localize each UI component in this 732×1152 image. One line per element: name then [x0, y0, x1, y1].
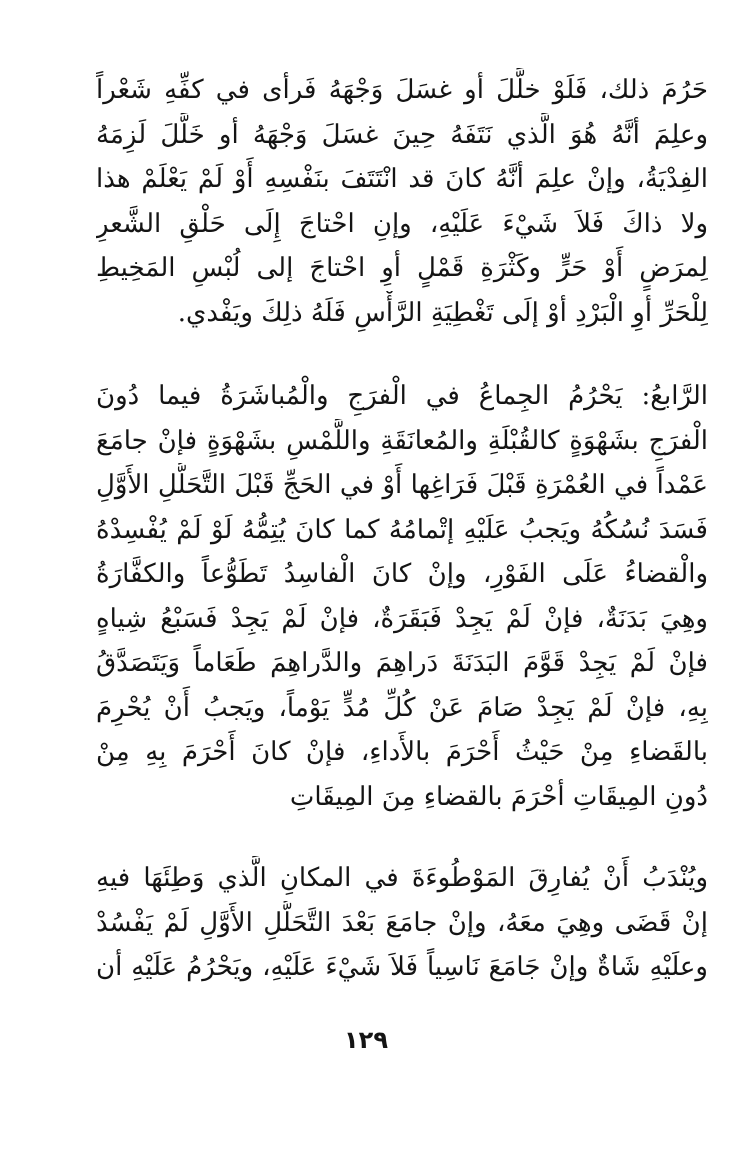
text-line: الفِدْيَةُ، وإنْ علِمَ أنَّهُ كانَ قد انْتَتَفَ بنَفْسِهِ أَوْ لَمْ يَعْلَمْ هذا: [96, 164, 708, 194]
paragraph-3: [96, 856, 708, 990]
text-line: لِمرَضٍ أَوْ حَرٍّ وكَثْرَةِ قَمْلٍ أوِ احْتاجَ إلى لُبْسِ المَخِيطِ: [96, 253, 708, 283]
text-line: والْقضاءُ عَلَى الفَوْرِ، وإنْ كانَ الْفاسِدُ تَطَوُّعاً والكفَّارَةُ: [96, 559, 708, 589]
text-line: بالقَضاءِ مِنْ حَيْثُ أَحْرَمَ بالأَداءِ، فإنْ كانَ أَحْرَمَ بِهِ مِنْ: [96, 737, 708, 767]
text-line: وهِيَ بَدَنَةٌ، فإنْ لَمْ يَجِدْ فَبَقَرَةٌ، فإنْ لَمْ يَجِدْ فَسَبْعُ شِياهٍ: [96, 603, 708, 634]
paragraph-2: [96, 374, 708, 819]
text-line: ولا ذاكَ فَلاَ شَيْءَ عَلَيْهِ، وإنِ احْتاجَ إِلَى حَلْقِ الشَّعرِ: [96, 208, 708, 239]
page-number: ١٢٩: [344, 1026, 388, 1054]
text-line: الرَّابعُ: يَحْرُمُ الجِماعُ في الْفرَجِ والْمُباشَرَةُ فيما دُونَ: [96, 381, 708, 411]
text-line: الْفرَجِ بشَهْوَةٍ كالقُبْلَةِ والمُعانَقَةِ واللَّمْسِ بشَهْوَةٍ فإنْ جامَعَ: [96, 425, 708, 456]
paragraph-1: [96, 68, 708, 335]
text-line: فَسَدَ نُسُكُهُ ويَجبُ عَلَيْهِ إتْمامُهُ كما كانَ يُتِمُّهُ لَوْ لَمْ يُفْسِدْهُ: [96, 514, 708, 545]
text-line: لِلْحَرِّ أوِ الْبَرْدِ أوْ إلَى تَغْطِيَةِ الرَّأْسِ فَلَهُ ذلِكَ ويَفْدي.: [177, 297, 708, 328]
text-line: بِهِ، فإنْ لَمْ يَجِدْ صَامَ عَنْ كُلِّ مُدٍّ يَوْماً، ويَجبُ أَنْ يُحْرِمَ: [96, 692, 708, 723]
text-line: وعلِمَ أنَّهُ هُوَ الَّذي نَتَفَهُ حِينَ غسَلَ وَجْهَهُ أو خَلَّلَ لَزِمَهُ: [96, 119, 708, 150]
text-line: عَمْداً في العُمْرَةِ قَبْلَ فَرَاغِها أَوْ في الحَجِّ قَبْلَ التَّحَلُّلِ الأَوَّلِ: [96, 470, 708, 500]
text-line: دُونِ المِيقَاتِ أحْرَمَ بالقضاءِ مِنَ المِيقَاتِ: [289, 781, 708, 812]
text-line: حَرُمَ ذلك، فَلَوْ خلَّلَ أو غسَلَ وَجْهَهُ فَرأى في كفِّهِ شَعْراً: [96, 75, 708, 105]
text-line: إنْ قَضَى وهِيَ معَهُ، وإنْ جامَعَ بَعْدَ التَّحَلُّلِ الأَوَّلِ لَمْ يَفْسُدْ: [96, 907, 708, 938]
text-line: وعلَيْهِ شَاةٌ وإنْ جَامَعَ نَاسِياً فَلاَ شَيْءَ عَلَيْهِ، ويَحْرُمُ عَلَيْهِ أن: [96, 952, 708, 982]
text-line: فإنْ لَمْ يَجِدْ قَوَّمَ البَدَنَةَ دَراهِمَ والدَّراهِمَ طَعَاماً وَيَتَصَدَّقُ: [96, 648, 708, 678]
text-line: ويُنْدَبُ أَنْ يُفارِقَ المَوْطُوءَةَ في المكانِ الَّذي وَطِئَهَا فيهِ: [96, 863, 708, 893]
